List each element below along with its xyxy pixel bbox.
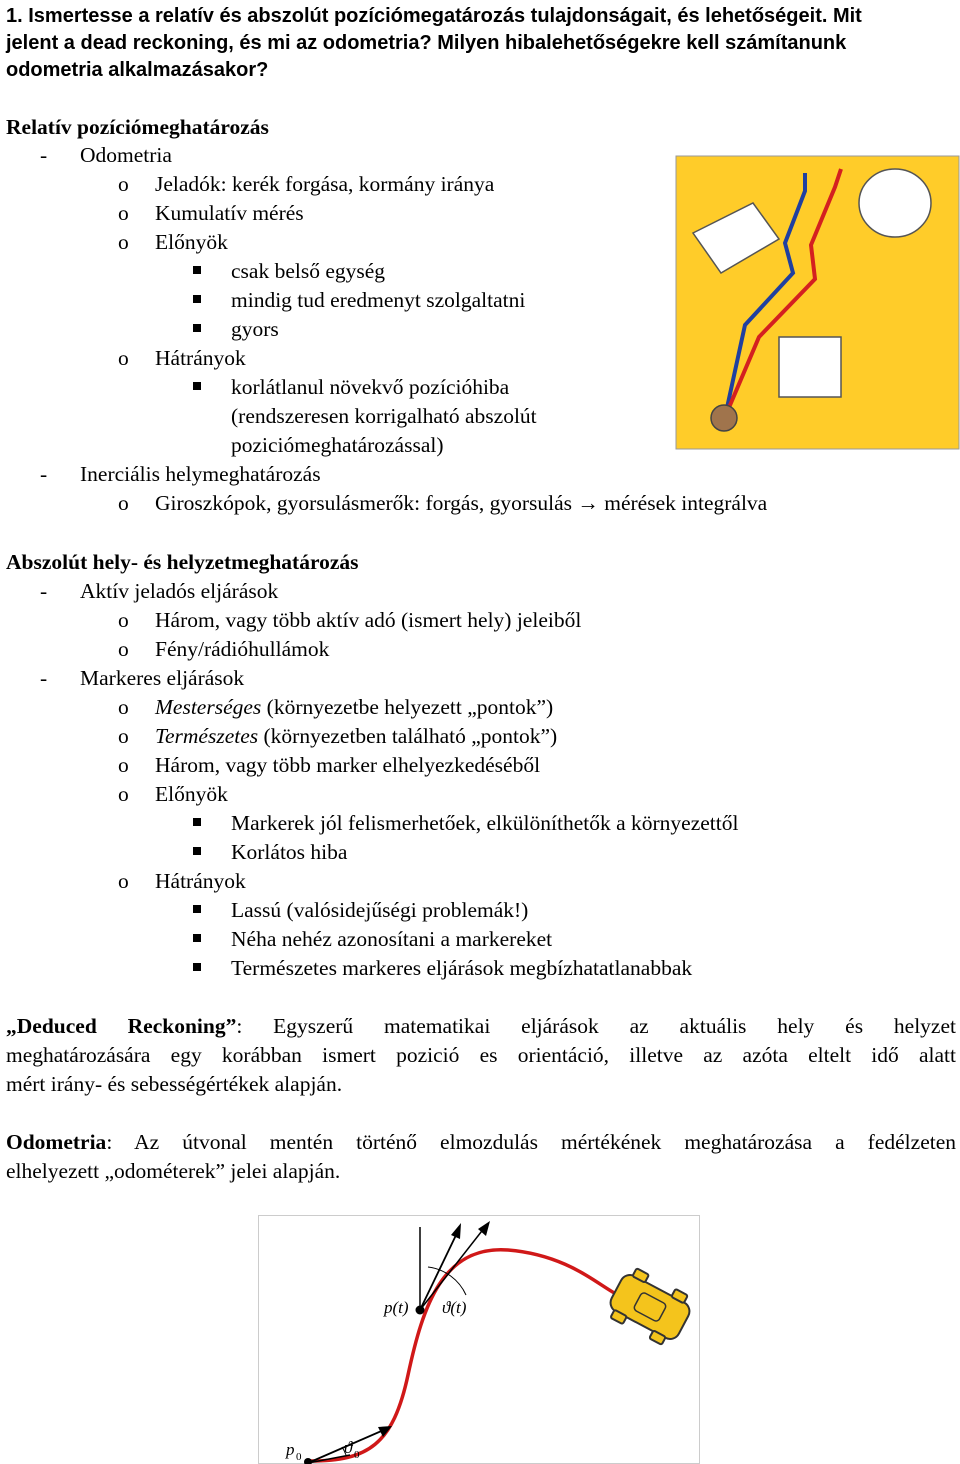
question-line-1: 1. Ismertesse a relatív és abszolút pozíciómegatározás tulajdonságait, és lehetőségeit. Mit <box>6 5 862 27</box>
robot-start-dot <box>711 405 737 431</box>
label-theta0-sub: 0 <box>354 1449 360 1461</box>
dis-item-line3: poziciómeghatározással) <box>231 433 444 457</box>
kumulativ-item: Kumulatív mérés <box>155 201 304 225</box>
abs-elonyok-item: Előnyök <box>155 782 228 806</box>
dis-item-line2: (rendszeresen korrigalható abszolút <box>231 404 537 428</box>
abs-dis-item: Néha nehéz azonosítani a markereket <box>231 927 553 951</box>
circle-bullet: o <box>118 753 129 777</box>
circle-bullet: o <box>118 491 129 515</box>
square-bullet <box>193 324 201 332</box>
label-pt: p(t) <box>384 1298 409 1317</box>
square-bullet <box>193 295 201 303</box>
termeszetes-item <box>155 726 557 748</box>
aktiv-item: Aktív jeladós eljárások <box>80 579 279 603</box>
mesterseges-item <box>155 697 553 719</box>
mesterseges-rest: (környezetbe helyezett „pontok”) <box>266 695 554 719</box>
elonyok-item: Előnyök <box>155 230 228 254</box>
abs-dis-item: Természetes markeres eljárások megbízhatatlanabbak <box>231 956 693 980</box>
adv-item: gyors <box>231 317 279 341</box>
adv-item: mindig tud eredmenyt szolgaltatni <box>231 288 526 312</box>
relative-heading: Relatív pozíciómeghatározás <box>6 115 269 139</box>
pt-point <box>416 1306 425 1315</box>
circle-bullet: o <box>118 782 129 806</box>
question-line-2: jelent a dead reckoning, és mi az odometria? Milyen hibalehetőségekre kell számítanunk <box>6 32 847 54</box>
giro-item: Giroszkópok, gyorsulásmerők: forgás, gyorsulás → mérések integrálva <box>155 491 768 515</box>
harom-marker-item: Három, vagy több marker elhelyezkedéséből <box>155 753 541 777</box>
termeszetes-word: Természetes <box>155 724 259 748</box>
circle-bullet: o <box>118 201 129 225</box>
square-bullet <box>193 934 201 942</box>
odometria-def-rest: : Az útvonal mentén történő elmozdulás mértékének meghatározása a fedélzeten <box>106 1130 956 1154</box>
dash-bullet: - <box>40 462 48 486</box>
square-bullet <box>193 963 201 971</box>
circle-bullet: o <box>118 172 129 196</box>
deduced-line-1-rest: : Egyszerű matematikai eljárások az aktuális hely és helyzet <box>236 1014 956 1038</box>
abs-hatranyok-item: Hátrányok <box>155 869 246 893</box>
deduced-line-3: mért irány- és sebességértékek alapján. <box>6 1072 343 1096</box>
odometry-drift-figure <box>675 155 960 450</box>
circle-bullet: o <box>118 608 129 632</box>
label-theta0: ϑ <box>344 1438 353 1457</box>
circle-bullet: o <box>118 230 129 254</box>
circle-bullet: o <box>118 695 129 719</box>
dash-bullet: - <box>40 143 48 167</box>
mesterseges-word: Mesterséges <box>155 695 262 719</box>
square-bullet <box>193 382 201 390</box>
markeres-item: Markeres eljárások <box>80 666 245 690</box>
abs-dis-item: Lassú (valósidejűségi problemák!) <box>231 898 529 922</box>
odometria-item: Odometria <box>80 143 172 167</box>
circle-bullet: o <box>118 724 129 748</box>
deduced-line-1 <box>6 1016 956 1038</box>
odometria-def-line-2: elhelyezett „odométerek” jelei alapján. <box>6 1159 341 1183</box>
dash-bullet: - <box>40 666 48 690</box>
absolute-heading: Abszolút hely- és helyzetmeghatározás <box>6 550 359 574</box>
feny-item: Fény/rádióhullámok <box>155 637 330 661</box>
hatranyok-item: Hátrányok <box>155 346 246 370</box>
label-p0: p <box>286 1440 295 1459</box>
abs-adv-item: Markerek jól felismerhetőek, elkülöníthetők a környezettől <box>231 811 739 835</box>
square-bullet <box>193 266 201 274</box>
deduced-term: „Deduced Reckoning” <box>6 1014 237 1038</box>
circle-bullet: o <box>118 637 129 661</box>
inercialis-item: Inerciális helymeghatározás <box>80 462 321 486</box>
dead-reckoning-figure <box>258 1215 700 1464</box>
adv-item: csak belső egység <box>231 259 386 283</box>
abs-adv-item: Korlátos hiba <box>231 840 348 864</box>
dash-bullet: - <box>40 579 48 603</box>
square-bullet <box>193 847 201 855</box>
deduced-line-2: meghatározására egy korábban ismert pozició es orientáció, illetve az azóta eltelt idő alatt <box>6 1043 956 1067</box>
odometria-term: Odometria <box>6 1130 107 1154</box>
circle-bullet: o <box>118 346 129 370</box>
question-line-3: odometria alkalmazásakor? <box>6 59 269 81</box>
square-bullet <box>193 905 201 913</box>
jeladok-item: Jeladók: kerék forgása, kormány iránya <box>155 172 495 196</box>
circle-obstacle <box>859 169 931 237</box>
termeszetes-rest: (környezetben található „pontok”) <box>263 724 558 748</box>
harom-ado-item: Három, vagy több aktív adó (ismert hely) jeleiből <box>155 608 582 632</box>
square-obstacle <box>779 337 841 397</box>
circle-bullet: o <box>118 869 129 893</box>
square-bullet <box>193 818 201 826</box>
odometria-def-line-1 <box>6 1132 956 1154</box>
dis-item-line1: korlátlanul növekvő pozícióhiba <box>231 375 510 399</box>
label-theta-t: ϑ(t) <box>442 1298 467 1317</box>
label-p0-sub: 0 <box>296 1451 302 1463</box>
